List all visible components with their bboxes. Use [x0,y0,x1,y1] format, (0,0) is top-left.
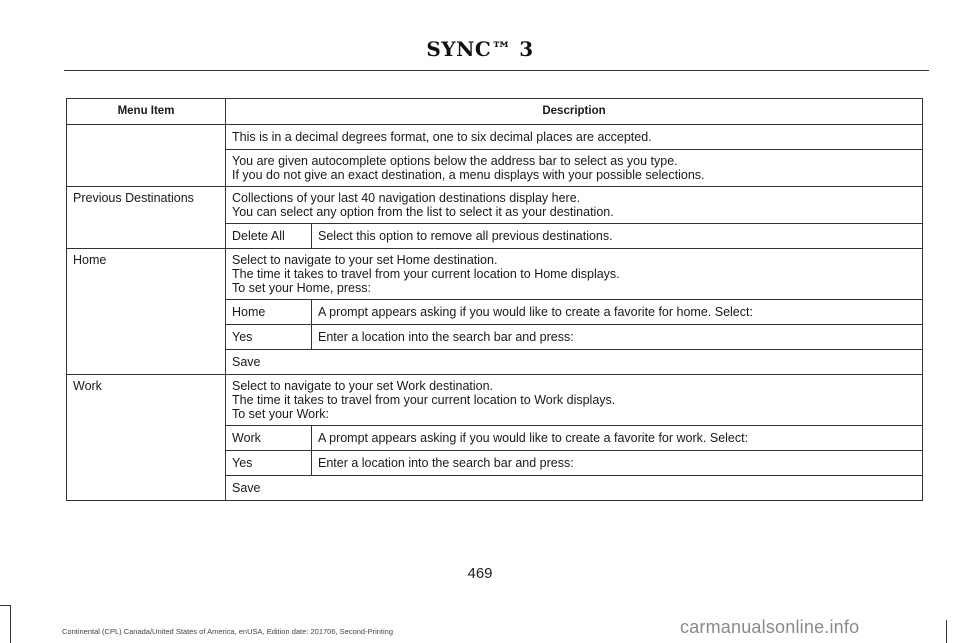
edition-footer: Continental (CPL) Canada/United States of America, enUSA, Edition date: 201706, Second-Printing [62,627,394,636]
menu-description-table [66,98,923,501]
description-line: You can select any option from the list to select it as your destination. [232,205,614,219]
page-header-title: SYNC™ 3 [426,37,534,61]
sub-description-cell: Select this option to remove all previous destinations. [312,224,923,249]
menu-item-cell-empty [67,125,226,187]
sub-description-cell: Enter a location into the search bar and press: [312,451,923,476]
table-header-row [67,99,923,125]
crop-mark [946,620,947,643]
sub-item-save: Save [226,476,923,501]
description-line: To set your Home, press: [232,281,371,295]
description-cell [226,150,923,187]
sub-item-home: Home [226,300,312,325]
menu-item-home: Home [67,249,226,375]
page-number: 469 [467,565,493,582]
sub-item-save: Save [226,350,923,375]
menu-item-work: Work [67,375,226,501]
description-cell [226,249,923,300]
sub-description-cell: Enter a location into the search bar and press: [312,325,923,350]
description-cell [226,187,923,224]
description-line: Select to navigate to your set Work destination. [232,379,494,393]
crop-mark [0,605,10,606]
header-divider [64,70,929,71]
description-line: Collections of your last 40 navigation destinations display here. [232,191,581,205]
table-row [67,125,923,150]
description-cell [226,375,923,426]
description-line: The time it takes to travel from your current location to Work displays. [232,393,616,407]
description-line: To set your Work: [232,407,330,421]
sub-item-yes: Yes [226,325,312,350]
description-line: You are given autocomplete options below the address bar to select as you type. [232,154,678,168]
menu-item-previous-destinations: Previous Destinations [67,187,226,249]
table-row [67,249,923,300]
table-row [67,375,923,426]
sub-item-yes: Yes [226,451,312,476]
description-line: Select to navigate to your set Home destination. [232,253,498,267]
sub-description-cell: A prompt appears asking if you would like to create a favorite for home. Select: [312,300,923,325]
crop-mark [10,605,11,643]
header-menu-item: Menu Item [67,99,226,125]
watermark-text: carmanualsonline.info [680,617,860,637]
description-line: If you do not give an exact destination, a menu displays with your possible selections. [232,168,705,182]
sub-item-work: Work [226,426,312,451]
sub-description-cell: A prompt appears asking if you would like to create a favorite for work. Select: [312,426,923,451]
description-line: The time it takes to travel from your current location to Home displays. [232,267,620,281]
description-cell: This is in a decimal degrees format, one to six decimal places are accepted. [226,125,923,150]
header-description: Description [226,99,923,125]
table-row [67,187,923,224]
sub-item-delete-all: Delete All [226,224,312,249]
